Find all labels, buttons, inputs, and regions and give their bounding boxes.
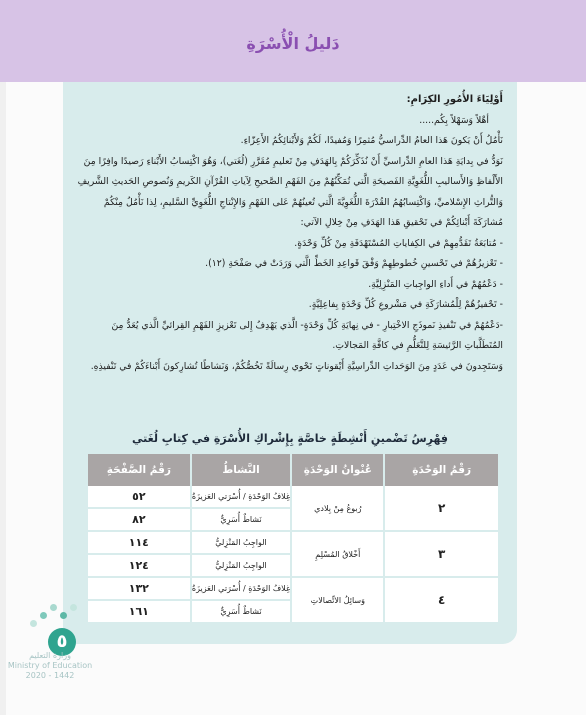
- intro-line: نَأْمُلُ أَنْ يَكونَ هَذا العامُ الدِّراسيُّ مُثمِرًا وَمُفيدًا، لَكُمْ وَلأَبْنائِكُمُ الأَعِزّاءِ.: [240, 135, 503, 146]
- header-page-number: رَقْمُ الصَّفْحَةِ: [88, 454, 190, 486]
- table-row: [88, 532, 498, 555]
- page-cell: ١١٤: [88, 532, 190, 555]
- activity-cell: الواجِبُ المَنْزِليُّ: [190, 532, 291, 555]
- page-edge: [0, 82, 6, 715]
- intro-text: [75, 90, 503, 377]
- page-cell: ١٦١: [88, 601, 190, 624]
- decor-dot: [40, 612, 47, 619]
- unit-number: ٢: [383, 486, 498, 532]
- activity-cell: غِلافُ الوَحْدَةِ / أُسْرَتي العَزيزَةُ: [190, 486, 291, 509]
- unit-title: وَسائِلُ الاتِّصالاتِ: [290, 578, 383, 624]
- table-row: [88, 578, 498, 601]
- page-cell: ١٢٤: [88, 555, 190, 578]
- ministry-name-en: Ministry of Education: [7, 661, 93, 670]
- page-title: دَليلُ الْأُسْرَةِ: [246, 34, 340, 53]
- table-header-row: [88, 454, 498, 486]
- decor-dot: [50, 604, 57, 611]
- table-row: [88, 486, 498, 509]
- page-number-badge: ٥: [48, 628, 76, 656]
- activity-cell: نَشاطٌ أُسَرِيٌّ: [190, 601, 291, 624]
- activity-cell: غِلافُ الوَحْدَةِ / أُسْرَتي العَزيزَةُ: [190, 578, 291, 601]
- closing-line: وَسَتَجِدونَ في عَدَدٍ مِنَ الوَحَداتِ الدِّراسِيَّةِ أَيْقوناتٍ تَحْوي رِسالَةً تَخُصُّكُمْ، وَنَشاطًا تُشارِكونَ أَبْناءَكُمْ في تَنْفيذِهِ.: [90, 360, 503, 372]
- index-title: فِهْرِسُ تَضْمينِ أَنْشِطَةٍ خاصَّةٍ بِإِشْراكِ الأُسْرَةِ في كِتابِ لُغَتي: [132, 432, 448, 445]
- decor-dot: [30, 620, 37, 627]
- ministry-year: 2020 - 1442: [25, 671, 75, 680]
- header-activity: النَّشاطُ: [190, 454, 291, 486]
- welcome-line: أهْلاً وَسَهْلاً بِكُم.....: [419, 114, 489, 126]
- bullet-item: - تَحْفيزُهُمْ لِلْمُشارَكَةِ في مَشْروعِ كُلِّ وَحْدَةٍ بِفاعِلِيَّةٍ.: [308, 299, 503, 310]
- bullet-item: - تَعْزيزُهُمْ في تَحْسينِ خُطوطِهِمْ وَفْقَ قَواعِدِ الخَطِّ الَّتي وَرَدَتْ في صَفْحَةِ (١٢).: [205, 258, 503, 269]
- index-table: [88, 454, 498, 624]
- page-cell: ٥٢: [88, 486, 190, 509]
- page-cell: ١٣٢: [88, 578, 190, 601]
- ministry-logo: [0, 651, 100, 681]
- page-cell: ٨٢: [88, 509, 190, 532]
- greeting: أَوْلِيَاءَ الأُمُورِ الكِرَامِ:: [406, 94, 503, 105]
- decor-dot: [70, 604, 77, 611]
- unit-number: ٤: [383, 578, 498, 624]
- index-table-wrap: [88, 454, 498, 624]
- bullet-item: - دَعْمُهُمْ في أَداءِ الواجِباتِ المَنْزِلِيَّةِ.: [368, 278, 503, 290]
- bullet-item: -دَعْمُهُمْ في تَنْفيذِ نَموذَجِ الاخْتِبارِ - في نِهايَةِ كُلِّ وَحْدَةٍ- الَّذي يَهْدِفُ إِلى تَعْزيزِ الفَهْمِ القِرائيِّ الَّذي يُعَدُّ مِنَ المُتَطَلَّباتِ الرَّئيسَةِ لِلتَّعَلُّمِ في كافَّةِ المَجالاتِ.: [111, 319, 503, 351]
- header-unit-number: رَقْمُ الوَحْدَةِ: [383, 454, 498, 486]
- decor-dot: [60, 612, 67, 619]
- intro-line: نَوَدُّ في بِدايَةِ هَذا العامِ الدِّراسيِّ أَنْ نُذَكِّرَكُمْ بِالهَدَفِ مِنْ تَعليمِ مُقَرَّرِ (لُغَتي)، وَهُوَ اكْتِسابُ الأَبْناءِ رَصيدًا وافِرًا مِنَ الأَلْفاظِ وَالأَساليبِ اللُّغَوِيَّةِ الفَصيحَةِ الَّتي تُمَكِّنُهُمْ مِنَ الفَهْمِ الصَّحيحِ لِآياتِ القُرْآنِ الكَريمِ وَنُصوصِ الحَديثِ الشَّريفِ وَالتُّراثِ الإِسْلاميِّ، وَاكْتِسابُهُمُ القُدْرَةَ اللُّغَوِيَّةَ الَّتي تُعينُهُمْ عَلى الفَهْمِ وَالإِنْتاجِ اللُّغَوِيِّ السَّليمِ، لِذا نَأْمُلُ مِنْكُمْ مُشارَكَةَ أَبْنائِكُمْ في تَحْقيقِ هَذا الهَدَفِ مِنْ خِلالِ الآتي:: [77, 155, 503, 228]
- bullet-item: - مُتابَعَةُ تَقَدُّمِهِمْ في الكِفاياتِ المُسْتَهْدَفَةِ مِنْ كُلِّ وَحْدَةٍ.: [294, 237, 503, 249]
- unit-title: أَخْلاقُ المُسْلِمِ: [290, 532, 383, 578]
- unit-title: رُبوعُ مِنْ بِلادي: [290, 486, 383, 532]
- header-unit-title: عُنْوانُ الوَحْدَةِ: [290, 454, 383, 486]
- activity-cell: نَشاطٌ أُسَرِيٌّ: [190, 509, 291, 532]
- activity-cell: الواجِبُ المَنْزِليُّ: [190, 555, 291, 578]
- unit-number: ٣: [383, 532, 498, 578]
- ministry-name: وزارة التعليم: [29, 651, 71, 660]
